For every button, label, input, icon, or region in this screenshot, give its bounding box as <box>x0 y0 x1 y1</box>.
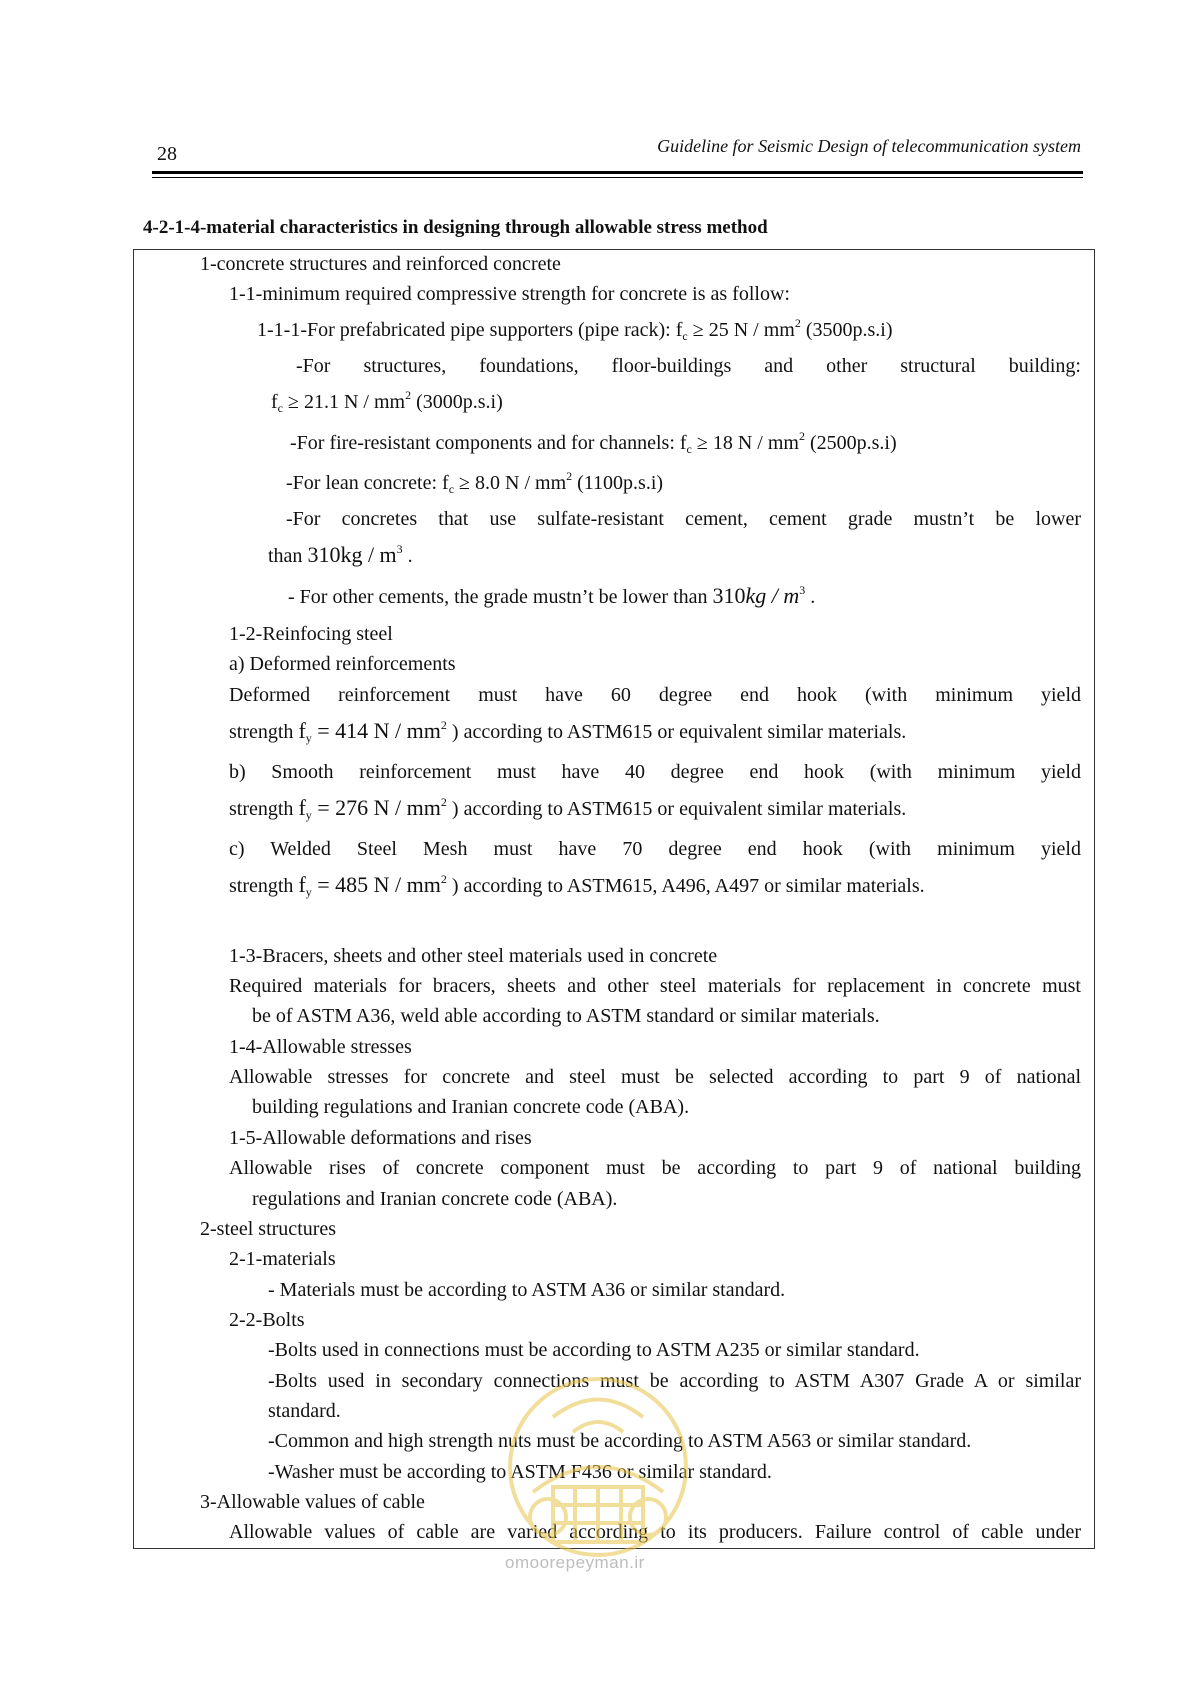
item-1-heading: 1-concrete structures and reinforced concrete <box>200 253 561 275</box>
sulfate-cement-value: than $310kg / m^3$ . <box>268 542 413 567</box>
watermark-logo-icon <box>493 1372 703 1562</box>
bolts-text-3: standard. <box>268 1400 341 1422</box>
header-rule-thick <box>152 171 1083 174</box>
allowable-stresses-text-1: Allowable stresses for concrete and steel must be selected according to part 9 of national <box>229 1066 1081 1088</box>
running-title: Guideline for Seismic Design of telecommunication system <box>657 136 1081 156</box>
sulfate-cement-line: -For concretes that use sulfate-resistant cement, cement grade mustn’t be lower <box>286 508 1081 530</box>
structures-line: -For structures, foundations, floor-buildings and other structural building: <box>296 355 1081 377</box>
allowable-rises-text-2: regulations and Iranian concrete code (ABA). <box>252 1188 618 1210</box>
item-2-heading: 2-steel structures <box>200 1218 337 1240</box>
bracers-text-1: Required materials for bracers, sheets and other steel materials for replacement in concrete must <box>229 975 1081 997</box>
allowable-rises-text-1: Allowable rises of concrete component must be according to part 9 of national building <box>229 1157 1081 1179</box>
item-2-2-heading: 2-2-Bolts <box>229 1309 305 1331</box>
watermark-site-text: omoorepeyman.ir <box>505 1553 645 1572</box>
structures-value-line: $f_c \ge 21.1$ N / $mm^2$ (3000p.s.i) <box>271 388 503 415</box>
item-1-5-heading: 1-5-Allowable deformations and rises <box>229 1127 532 1149</box>
smooth-text: b) Smooth reinforcement must have 40 degree end hook (with minimum yield <box>229 761 1081 783</box>
deformed-heading: a) Deformed reinforcements <box>229 653 456 675</box>
welded-mesh-strength: strength $f_y = 485$ N / $mm^2$ ) according to ASTM615, A496, A497 or similar materials. <box>229 872 925 899</box>
materials-text: - Materials must be according to ASTM A36 or similar standard. <box>268 1279 786 1301</box>
washer-text: -Washer must be according to ASTM F436 or similar standard. <box>268 1461 772 1483</box>
item-1-3-heading: 1-3-Bracers, sheets and other steel materials used in concrete <box>229 945 718 967</box>
smooth-strength: strength $f_y = 276$ N / $mm^2$ ) according to ASTM615 or equivalent similar materials. <box>229 795 907 822</box>
item-1-1-1-line: 1-1-1-For prefabricated pipe supporters (pipe rack): $f_c \ge 25$ N / $mm^2$ (3500p.s.i) <box>257 316 893 343</box>
item-3-heading: 3-Allowable values of cable <box>200 1491 425 1513</box>
nuts-text: -Common and high strength nuts must be according to ASTM A563 or similar standard. <box>268 1430 972 1452</box>
bracers-text-2: be of ASTM A36, weld able according to ASTM standard or similar materials. <box>252 1005 880 1027</box>
item-1-4-heading: 1-4-Allowable stresses <box>229 1036 412 1058</box>
page-number: 28 <box>157 143 177 165</box>
welded-mesh-text: c) Welded Steel Mesh must have 70 degree end hook (with minimum yield <box>229 838 1081 860</box>
item-1-1-heading: 1-1-minimum required compressive strength for concrete is as follow: <box>229 283 790 305</box>
deformed-strength: strength $f_y = 414$ N / $mm^2$ ) according to ASTM615 or equivalent similar materials. <box>229 718 907 745</box>
other-cements-line: - For other cements, the grade mustn’t be lower than $310kg / m^3$ . <box>288 583 816 608</box>
cable-text: Allowable values of cable are varied according to its producers. Failure control of cable under <box>229 1521 1081 1543</box>
item-2-1-heading: 2-1-materials <box>229 1248 336 1270</box>
bolts-text-2: -Bolts used in secondary connections must be according to ASTM A307 Grade A or similar <box>268 1370 1081 1392</box>
section-title: 4-2-1-4-material characteristics in designing through allowable stress method <box>143 217 768 238</box>
header-rule-thin <box>152 177 1083 178</box>
lean-concrete-line: -For lean concrete: $f_c \ge 8.0$ N / $mm^2$ (1100p.s.i) <box>286 469 664 496</box>
deformed-text: Deformed reinforcement must have 60 degree end hook (with minimum yield <box>229 684 1081 706</box>
allowable-stresses-text-2: building regulations and Iranian concrete code (ABA). <box>252 1096 690 1118</box>
item-1-2-heading: 1-2-Reinfocing steel <box>229 623 393 645</box>
fire-resistant-line: -For fire-resistant components and for channels: $f_c \ge 18$ N / $mm^2$ (2500p.s.i) <box>290 429 897 456</box>
bolts-text-1: -Bolts used in connections must be according to ASTM A235 or similar standard. <box>268 1339 920 1361</box>
